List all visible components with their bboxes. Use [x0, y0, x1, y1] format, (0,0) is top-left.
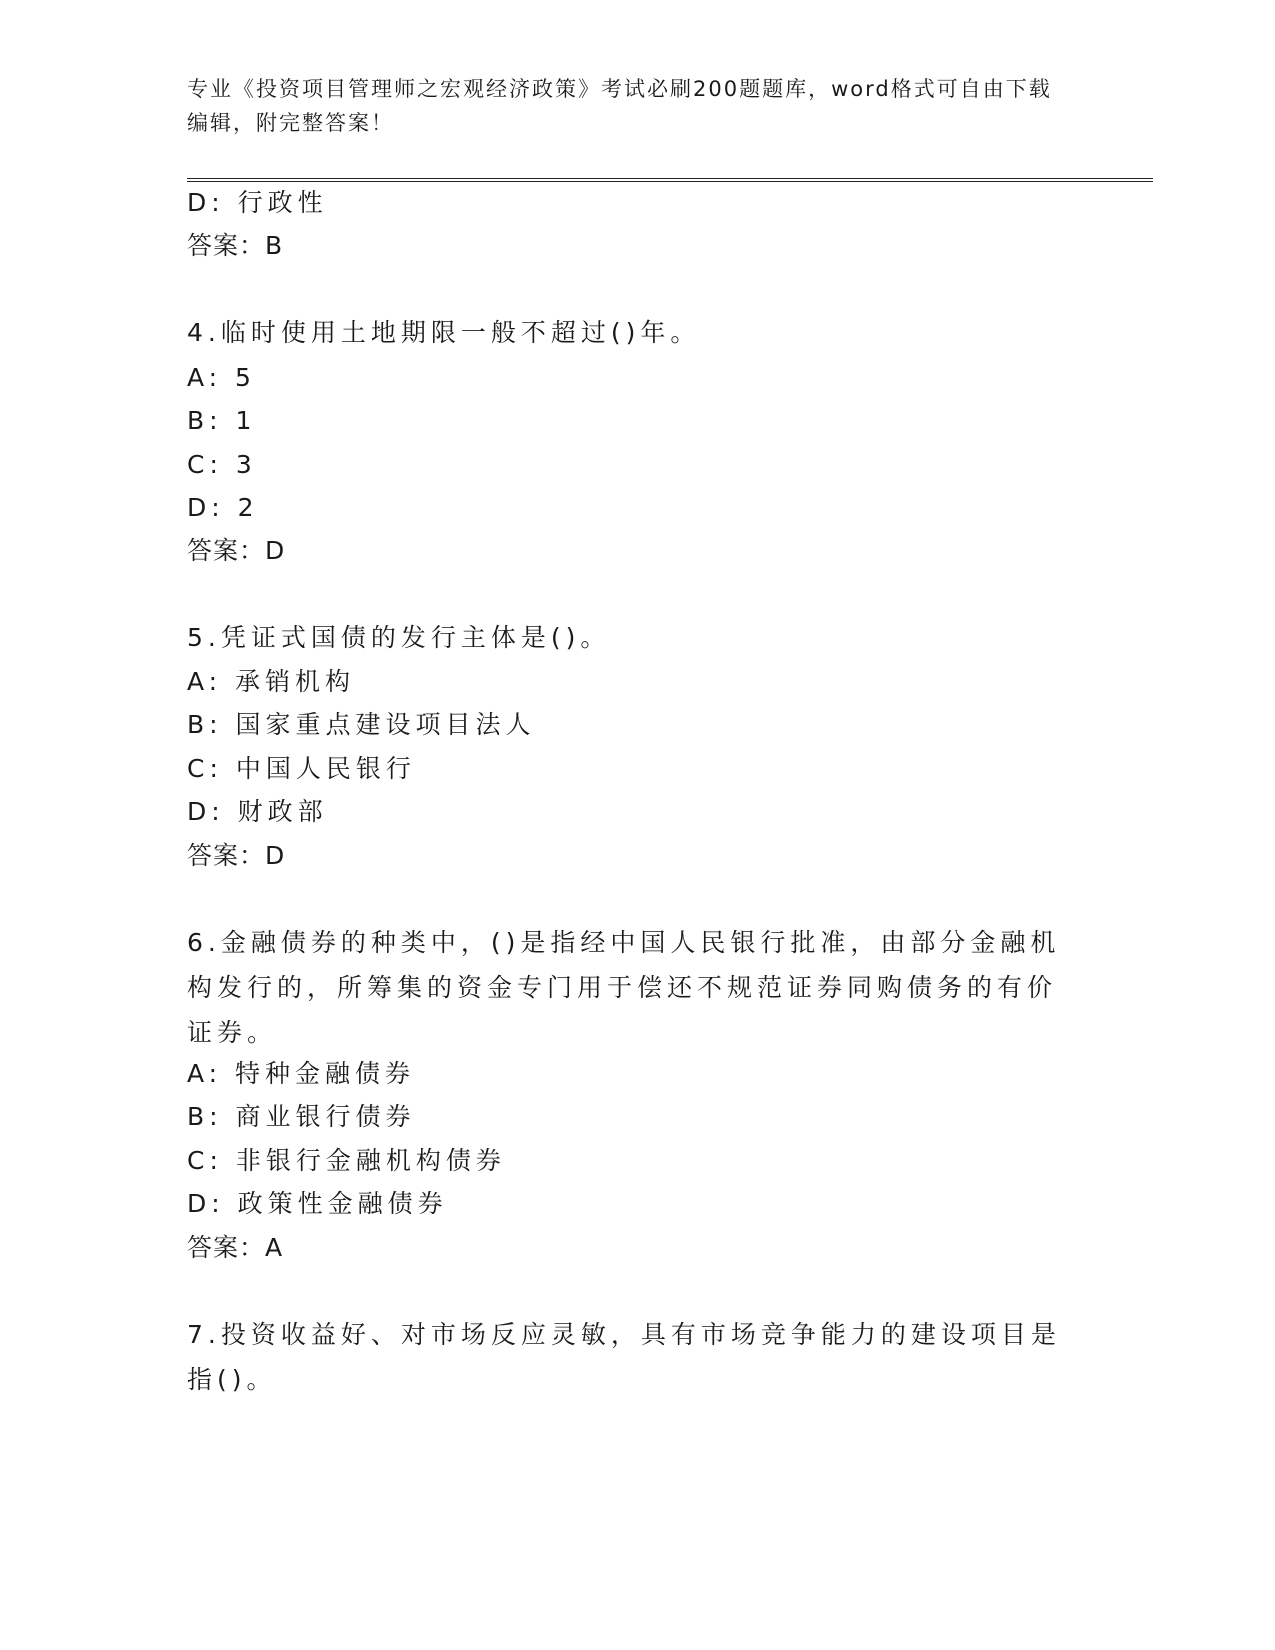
- q4-option-b: B: 1: [187, 406, 257, 435]
- q5-stem: 5.凭证式国债的发行主体是()。: [187, 623, 611, 652]
- header-divider: [187, 178, 1153, 182]
- q4-option-d: D: 2: [187, 493, 259, 522]
- q5-option-d: D: 财政部: [187, 797, 328, 826]
- q5-option-c: C: 中国人民银行: [187, 754, 416, 783]
- q6-option-d: D: 政策性金融债券: [187, 1189, 448, 1218]
- q5-option-b: B: 国家重点建设项目法人: [187, 710, 536, 739]
- prev-answer: 答案：B: [187, 231, 284, 260]
- document-header: 专业《投资项目管理师之宏观经济政策》考试必刷200题题库，word格式可自由下载编辑，附完整答案！: [187, 77, 1052, 135]
- q6-option-c: C: 非银行金融机构债券: [187, 1146, 506, 1175]
- q4-option-c: C: 3: [187, 450, 257, 479]
- q4-option-a: A: 5: [187, 363, 256, 392]
- prev-option-d: D: 行政性: [187, 188, 328, 217]
- q7-stem: 7.投资收益好、对市场反应灵敏，具有市场竞争能力的建设项目是指()。: [187, 1320, 1061, 1394]
- q6-option-a: A: 特种金融债券: [187, 1059, 416, 1088]
- q6-option-b: B: 商业银行债券: [187, 1102, 416, 1131]
- q6-answer: 答案：A: [187, 1233, 284, 1262]
- q5-option-a: A: 承销机构: [187, 667, 356, 696]
- q6-stem: 6.金融债券的种类中，()是指经中国人民银行批准，由部分金融机构发行的，所筹集的资金专门用于偿还不规范证券同购债务的有价证券。: [187, 928, 1061, 1047]
- q5-answer: 答案：D: [187, 841, 286, 870]
- q4-stem: 4.临时使用土地期限一般不超过()年。: [187, 318, 701, 347]
- q4-answer: 答案：D: [187, 536, 286, 565]
